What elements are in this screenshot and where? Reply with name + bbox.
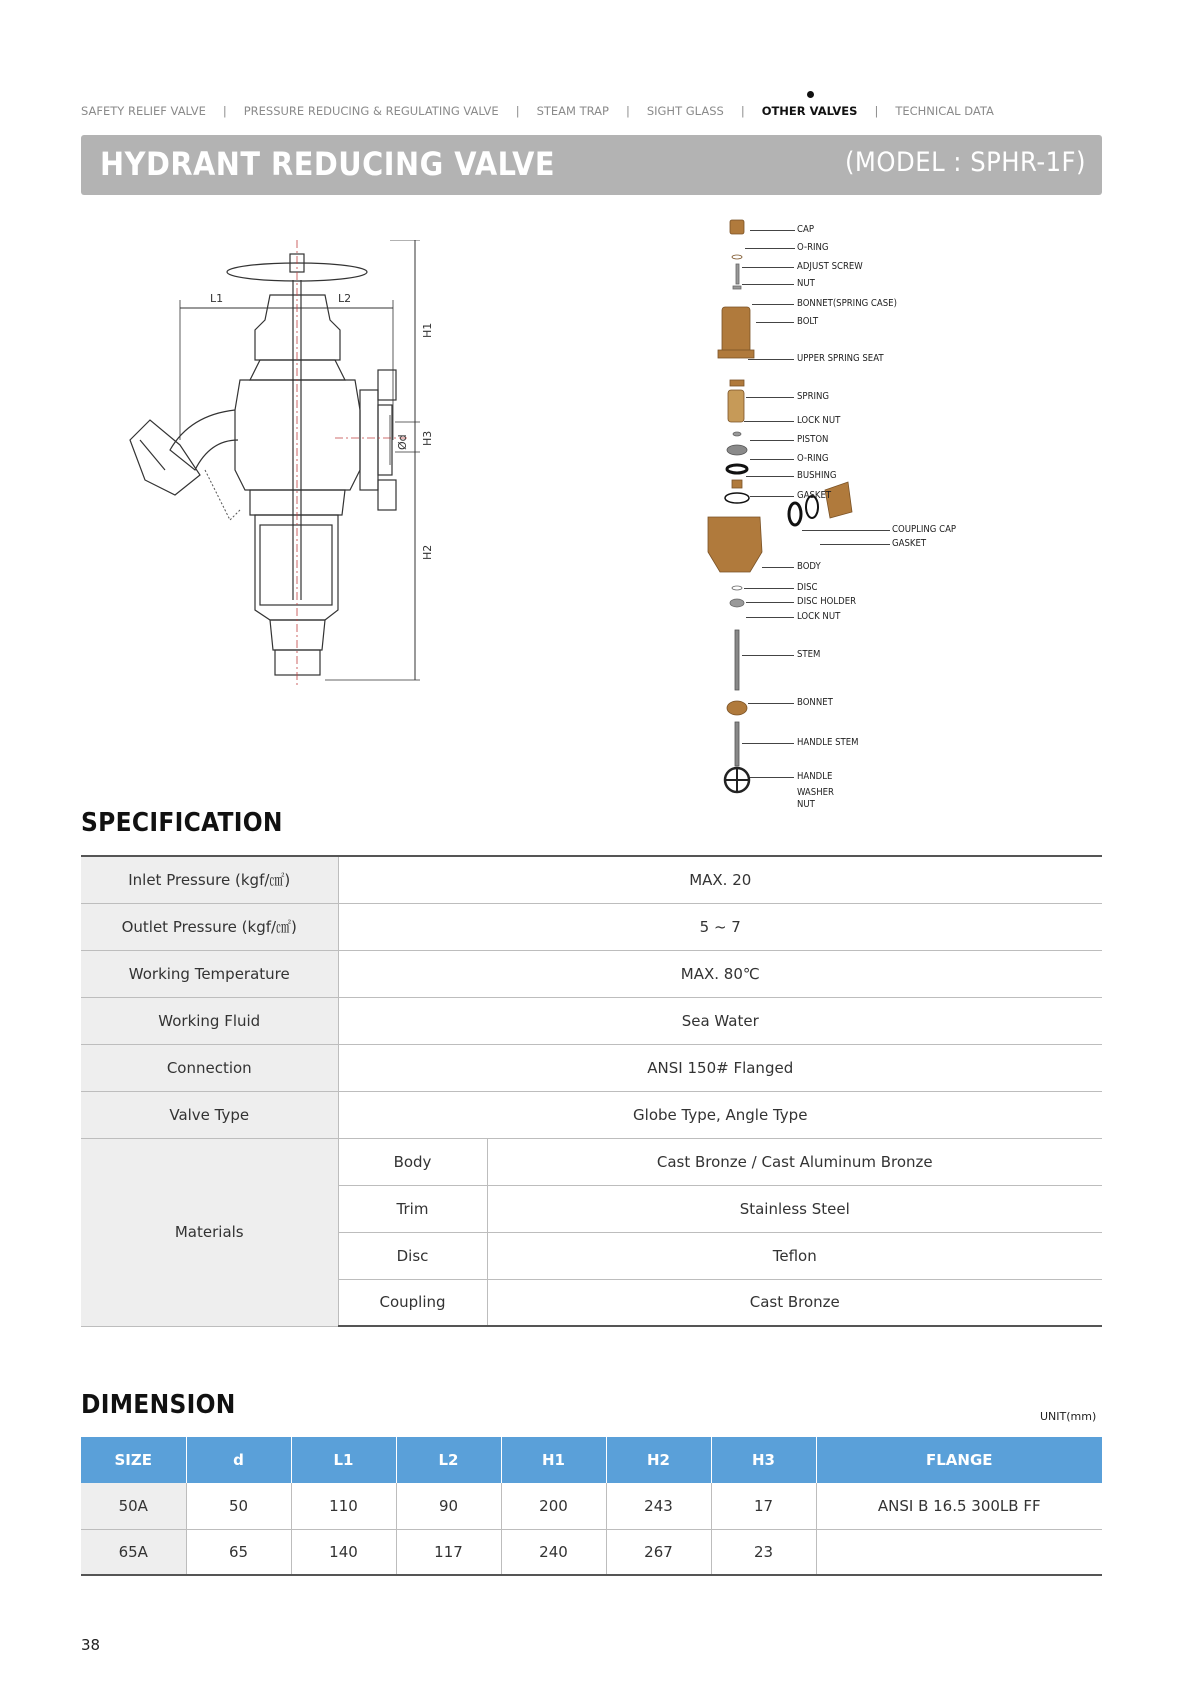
table-cell: 117 (396, 1529, 501, 1575)
parts-leader (745, 248, 795, 249)
part-label-handle: HANDLE (797, 771, 833, 782)
parts-leader (742, 267, 794, 268)
specification-heading: SPECIFICATION (81, 808, 283, 838)
table-row (81, 1529, 1102, 1575)
material-part: Coupling (338, 1279, 487, 1326)
table-row (81, 856, 1102, 903)
parts-leader (742, 743, 794, 744)
table-header-row (81, 1437, 1102, 1483)
nav-item-other-valves[interactable]: OTHER VALVES (761, 104, 858, 118)
table-cell: 65 (186, 1529, 291, 1575)
table-row (81, 1091, 1102, 1138)
table-cell: 50A (81, 1483, 186, 1529)
dim-label-h2: H2 (421, 544, 434, 560)
part-label-o-ring: O-RING (797, 242, 829, 253)
parts-leader (750, 440, 794, 441)
part-label-handle-stem: HANDLE STEM (797, 737, 859, 748)
table-cell (816, 1529, 1102, 1575)
nav-separator: | (740, 104, 745, 118)
parts-leader (802, 530, 890, 531)
part-label-spring: SPRING (797, 391, 830, 402)
unit-label: UNIT(mm) (1040, 1410, 1097, 1423)
parts-leader (746, 476, 794, 477)
table-cell: 240 (501, 1529, 606, 1575)
parts-leader (742, 284, 794, 285)
parts-leader (750, 459, 794, 460)
parts-leader (756, 322, 794, 323)
table-row (81, 950, 1102, 997)
nav-separator: | (625, 104, 630, 118)
spec-label: Inlet Pressure (kgf/㎠) (81, 856, 338, 903)
valve-section-drawing (110, 240, 490, 740)
table-cell: 243 (606, 1483, 711, 1529)
nav-separator: | (222, 104, 227, 118)
table-row (81, 1044, 1102, 1091)
material-value: Teflon (487, 1232, 1102, 1279)
part-label-bushing: BUSHING (797, 470, 837, 481)
part-label-bonnet-spring-case: BONNET(SPRING CASE) (797, 298, 897, 309)
parts-leader (748, 703, 794, 704)
spec-label: Working Fluid (81, 997, 338, 1044)
column-header: FLANGE (816, 1437, 1102, 1483)
material-part: Body (338, 1138, 487, 1185)
top-nav (81, 104, 1111, 118)
part-label-lock-nut-2: LOCK NUT (797, 611, 841, 622)
column-header: H1 (501, 1437, 606, 1483)
table-row (81, 1483, 1102, 1529)
material-value: Stainless Steel (487, 1185, 1102, 1232)
spec-value: 5 ~ 7 (338, 903, 1102, 950)
dim-label-od: Ød (396, 434, 409, 450)
model-label: (MODEL : SPHR-1F) (844, 147, 1086, 178)
nav-item-sight-glass[interactable]: SIGHT GLASS (646, 104, 724, 118)
nav-item-safety-relief-valve[interactable]: SAFETY RELIEF VALVE (81, 104, 206, 118)
page-number: 38 (81, 1636, 101, 1654)
part-label-lock-nut: LOCK NUT (797, 415, 841, 426)
table-cell: 90 (396, 1483, 501, 1529)
part-label-nut-2: NUT (797, 799, 815, 810)
part-label-gasket: GASKET (797, 490, 832, 501)
part-label-cap: CAP (797, 224, 814, 235)
spec-value: Sea Water (338, 997, 1102, 1044)
part-label-bonnet: BONNET (797, 697, 833, 708)
table-cell: 140 (291, 1529, 396, 1575)
spec-label: Outlet Pressure (kgf/㎠) (81, 903, 338, 950)
column-header: H2 (606, 1437, 711, 1483)
column-header: d (186, 1437, 291, 1483)
material-value: Cast Bronze (487, 1279, 1102, 1326)
dimension-table (81, 1437, 1102, 1576)
spec-value: ANSI 150# Flanged (338, 1044, 1102, 1091)
part-label-stem: STEM (797, 649, 821, 660)
table-cell: 50 (186, 1483, 291, 1529)
part-label-coupling-cap: COUPLING CAP (892, 524, 957, 535)
column-header: L1 (291, 1437, 396, 1483)
column-header: L2 (396, 1437, 501, 1483)
table-cell: 17 (711, 1483, 816, 1529)
spec-value: MAX. 80℃ (338, 950, 1102, 997)
part-label-o-ring-2: O-RING (797, 453, 829, 464)
table-cell: 65A (81, 1529, 186, 1575)
specification-table (81, 855, 1102, 1327)
dim-label-h3: H3 (421, 430, 434, 446)
spec-label: Connection (81, 1044, 338, 1091)
nav-separator: | (874, 104, 879, 118)
part-label-body: BODY (797, 561, 821, 572)
materials-label: Materials (81, 1138, 338, 1326)
material-part: Disc (338, 1232, 487, 1279)
parts-leader (746, 602, 794, 603)
parts-leader (742, 655, 794, 656)
part-label-disc-holder: DISC HOLDER (797, 596, 857, 607)
dim-label-h1: H1 (421, 322, 434, 338)
table-row (81, 1138, 1102, 1185)
dim-label-l1: L1 (210, 292, 224, 305)
part-label-bolt: BOLT (797, 316, 819, 327)
spec-label: Working Temperature (81, 950, 338, 997)
title-bar (81, 135, 1102, 195)
material-value: Cast Bronze / Cast Aluminum Bronze (487, 1138, 1102, 1185)
parts-leader (750, 496, 794, 497)
part-label-adjust-screw: ADJUST SCREW (797, 261, 863, 272)
part-label-nut: NUT (797, 278, 815, 289)
parts-leader (744, 588, 794, 589)
nav-item-steam-trap[interactable]: STEAM TRAP (536, 104, 609, 118)
column-header: H3 (711, 1437, 816, 1483)
nav-separator: | (515, 104, 520, 118)
table-row (81, 997, 1102, 1044)
part-label-gasket-2: GASKET (892, 538, 927, 549)
parts-leader (750, 777, 794, 778)
nav-item-technical-data[interactable]: TECHNICAL DATA (895, 104, 994, 118)
table-cell: 23 (711, 1529, 816, 1575)
exploded-parts-view (700, 212, 1030, 812)
part-label-upper-spring-seat: UPPER SPRING SEAT (797, 353, 884, 364)
part-label-washer: WASHER (797, 787, 834, 798)
part-label-disc: DISC (797, 582, 818, 593)
table-cell: 267 (606, 1529, 711, 1575)
parts-leader (746, 397, 794, 398)
page-title: HYDRANT REDUCING VALVE (100, 145, 556, 183)
parts-leader (744, 421, 794, 422)
spec-label: Valve Type (81, 1091, 338, 1138)
parts-leader (746, 617, 794, 618)
spec-value: MAX. 20 (338, 856, 1102, 903)
dim-label-l2: L2 (338, 292, 352, 305)
table-cell: 110 (291, 1483, 396, 1529)
parts-leader (752, 304, 794, 305)
material-part: Trim (338, 1185, 487, 1232)
nav-item-pressure-reducing[interactable]: PRESSURE REDUCING & REGULATING VALVE (243, 104, 499, 118)
parts-leader (748, 359, 794, 360)
table-row (81, 903, 1102, 950)
part-label-piston: PISTON (797, 434, 829, 445)
parts-leader (762, 567, 794, 568)
table-cell: ANSI B 16.5 300LB FF (816, 1483, 1102, 1529)
column-header: SIZE (81, 1437, 186, 1483)
spec-value: Globe Type, Angle Type (338, 1091, 1102, 1138)
parts-leader (820, 544, 890, 545)
dimension-heading: DIMENSION (81, 1390, 236, 1420)
parts-leader (750, 230, 795, 231)
table-cell: 200 (501, 1483, 606, 1529)
